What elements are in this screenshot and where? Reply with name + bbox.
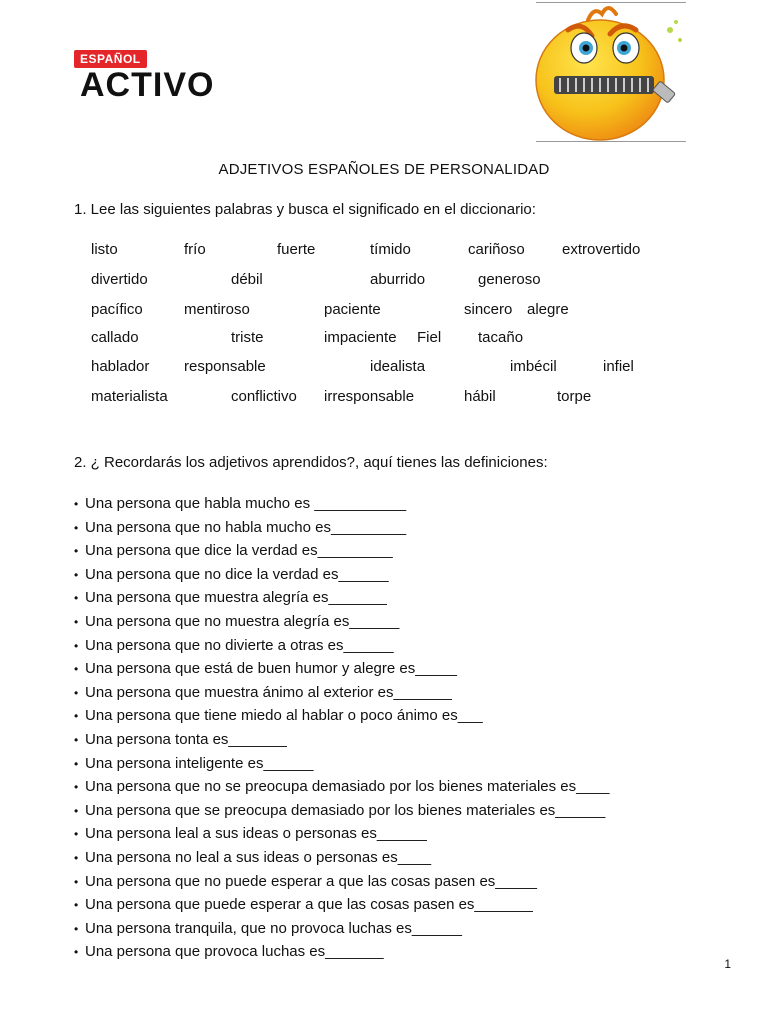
word: mentiroso: [184, 301, 250, 318]
word: frío: [184, 241, 206, 258]
list-item: • Una persona que no divierte a otras es______: [74, 634, 610, 658]
word: Fiel: [417, 329, 442, 346]
bullet-icon: •: [74, 921, 79, 936]
word: responsable: [184, 358, 266, 375]
bullet-icon: •: [74, 756, 79, 771]
word: materialista: [91, 388, 168, 405]
list-item: • Una persona que dice la verdad es_________: [74, 539, 610, 563]
list-item: • Una persona tranquila, que no provoca luchas es______: [74, 917, 610, 941]
word: imbécil: [510, 358, 557, 375]
list-item: • Una persona que no se preocupa demasiado por los bienes materiales es____: [74, 775, 610, 799]
list-item: • Una persona que habla mucho es ___________: [74, 492, 610, 516]
illustration-bottom-rule: [536, 141, 686, 142]
bullet-icon: •: [74, 850, 79, 865]
word: listo: [91, 241, 118, 258]
word: divertido: [91, 271, 148, 288]
word: fuerte: [277, 241, 316, 258]
bullet-icon: •: [74, 544, 79, 559]
bullet-icon: •: [74, 685, 79, 700]
list-item: • Una persona que muestra alegría es_______: [74, 586, 610, 610]
word: conflictivo: [231, 388, 297, 405]
word: sincero: [464, 301, 513, 318]
bullet-icon: •: [74, 827, 79, 842]
logo-badge: ESPAÑOL: [74, 50, 147, 68]
word: tímido: [370, 241, 411, 258]
word: extrovertido: [562, 241, 641, 258]
word: triste: [231, 329, 264, 346]
logo-word: ACTIVO: [80, 66, 215, 104]
list-item: • Una persona que provoca luchas es_______: [74, 940, 610, 964]
question-1: 1. Lee las siguientes palabras y busca el significado en el diccionario:: [74, 201, 536, 218]
bullet-icon: •: [74, 803, 79, 818]
bullet-icon: •: [74, 567, 79, 582]
list-item: • Una persona que muestra ánimo al exterior es_______: [74, 681, 610, 705]
list-item: • Una persona inteligente es______: [74, 752, 610, 776]
word: débil: [231, 271, 263, 288]
bullet-icon: •: [74, 614, 79, 629]
bullet-icon: •: [74, 945, 79, 960]
bullet-icon: •: [74, 497, 79, 511]
question-2: 2. ¿ Recordarás los adjetivos aprendidos?, aquí tienes las definiciones:: [74, 454, 548, 471]
word: aburrido: [370, 271, 426, 288]
word: idealista: [370, 358, 426, 375]
bullet-icon: •: [74, 520, 79, 535]
word: irresponsable: [324, 388, 415, 405]
word: torpe: [557, 388, 592, 405]
definition-list: [74, 492, 610, 964]
word: hábil: [464, 388, 496, 405]
bullet-icon: •: [74, 874, 79, 889]
bullet-icon: •: [74, 591, 79, 606]
bullet-icon: •: [74, 638, 79, 653]
word: generoso: [478, 271, 541, 288]
list-item: • Una persona que no habla mucho es_________: [74, 516, 610, 540]
list-item: • Una persona que puede esperar a que las cosas pasen es_______: [74, 893, 610, 917]
bullet-icon: •: [74, 662, 79, 677]
word: hablador: [91, 358, 150, 375]
word: pacífico: [91, 301, 143, 318]
list-item: • Una persona que se preocupa demasiado por los bienes materiales es______: [74, 799, 610, 823]
page-title: ADJETIVOS ESPAÑOLES DE PERSONALIDAD: [218, 161, 550, 178]
word: paciente: [324, 301, 381, 318]
word: tacaño: [478, 329, 524, 346]
list-item: • Una persona que está de buen humor y alegre es_____: [74, 657, 610, 681]
word: impaciente: [324, 329, 397, 346]
word: callado: [91, 329, 139, 346]
list-item: • Una persona que no puede esperar a que las cosas pasen es_____: [74, 870, 610, 894]
list-item: • Una persona que no dice la verdad es______: [74, 563, 610, 587]
bullet-icon: •: [74, 709, 79, 724]
word: infiel: [603, 358, 634, 375]
list-item: • Una persona tonta es_______: [74, 728, 610, 752]
bullet-icon: •: [74, 898, 79, 913]
list-item: • Una persona no leal a sus ideas o personas es____: [74, 846, 610, 870]
page-number: 1: [724, 957, 731, 971]
word: cariñoso: [468, 241, 525, 258]
word: alegre: [527, 301, 569, 318]
list-item: • Una persona que no muestra alegría es______: [74, 610, 610, 634]
zipped-mouth-smiley-icon: [530, 0, 688, 144]
bullet-icon: •: [74, 780, 79, 795]
bullet-icon: •: [74, 732, 79, 747]
espanol-activo-logo: [74, 50, 224, 102]
list-item: • Una persona leal a sus ideas o personas es______: [74, 822, 610, 846]
list-item: • Una persona que tiene miedo al hablar o poco ánimo es___: [74, 704, 610, 728]
